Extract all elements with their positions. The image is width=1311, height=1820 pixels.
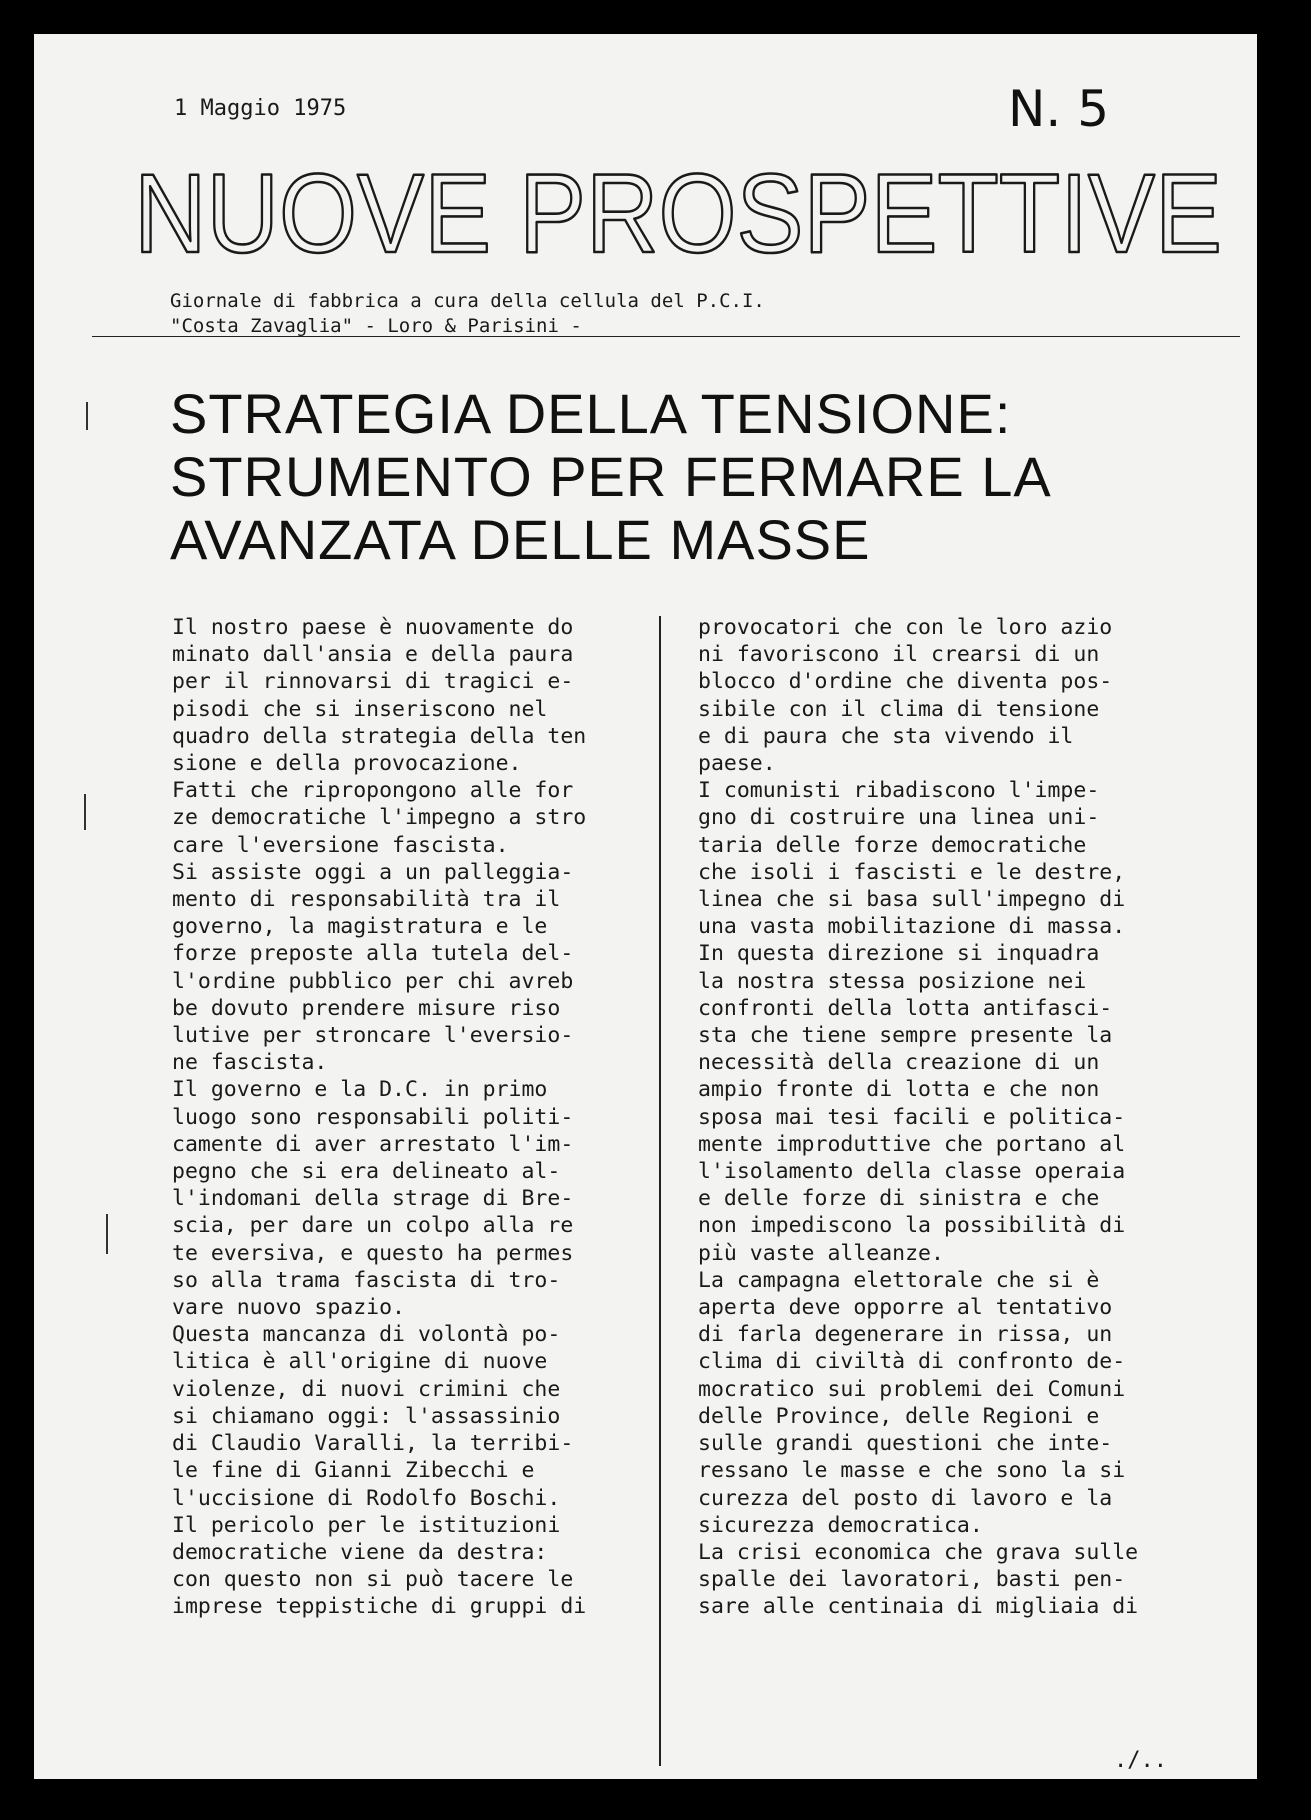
article-line: so alla trama fascista di tro- <box>172 1267 561 1293</box>
article-line: lutive per stroncare l'eversio- <box>172 1023 574 1049</box>
article-line: pegno che si era delineato al- <box>172 1159 561 1185</box>
article-line: aperta deve opporre al tentativo <box>698 1295 1113 1321</box>
article-line: e delle forze di sinistra e che <box>698 1186 1100 1212</box>
article-line: sicurezza democratica. <box>698 1512 983 1538</box>
article-line: sulle grandi questioni che inte- <box>698 1431 1113 1457</box>
article-line: imprese teppistiche di gruppi di <box>172 1594 587 1620</box>
article-line: l'isolamento della classe operaia <box>698 1159 1126 1185</box>
article-left-column <box>172 614 586 1621</box>
article-line: Il governo e la D.C. in primo <box>172 1077 548 1103</box>
article-line: paese. <box>698 751 776 777</box>
article-line: I comunisti ribadiscono l'impe- <box>698 778 1100 804</box>
article-line: mocratico sui problemi dei Comuni <box>698 1376 1126 1402</box>
article-line: Fatti che ripropongono alle for <box>172 778 574 804</box>
masthead <box>130 140 1230 280</box>
article-line: be dovuto prendere misure riso <box>172 995 561 1021</box>
article-line: confronti della lotta antifasci- <box>698 995 1113 1021</box>
article-line: provocatori che con le loro azio <box>698 615 1113 640</box>
article-line: minato dall'ansia e della paura <box>172 642 574 668</box>
article-line: quadro della strategia della ten <box>172 723 587 749</box>
article-line: necessità della creazione di un <box>698 1050 1100 1076</box>
subtitle-line-2: "Costa Zavaglia" - Loro & Parisini - <box>170 315 582 337</box>
article-line: si chiamano oggi: l'assassinio <box>172 1403 561 1429</box>
article-line: Questa mancanza di volontà po- <box>172 1322 561 1348</box>
article-line: ampio fronte di lotta e che non <box>698 1077 1100 1103</box>
article-line: e di paura che sta vivendo il <box>698 723 1074 749</box>
article-line: sta che tiene sempre presente la <box>698 1023 1113 1049</box>
article-line: l'ordine pubblico per chi avreb <box>172 968 574 994</box>
article-line: In questa direzione si inquadra <box>698 941 1100 967</box>
article-line: sibile con il clima di tensione <box>698 696 1100 722</box>
article-line: sare alle centinaia di migliaia di <box>698 1594 1139 1620</box>
article-line: scia, per dare un colpo alla re <box>172 1213 574 1239</box>
column-divider <box>659 616 661 1766</box>
issue-number: N. 5 <box>1008 80 1110 138</box>
headline-line-3: AVANZATA DELLE MASSE <box>170 508 871 571</box>
article-line: sione e della provocazione. <box>172 751 522 777</box>
article-line: violenze, di nuovi crimini che <box>172 1376 561 1402</box>
article-line: non impediscono la possibilità di <box>698 1213 1126 1239</box>
headline <box>170 382 1052 571</box>
article-line: ne fascista. <box>172 1050 328 1076</box>
article-right-column <box>698 614 1138 1621</box>
article-line: più vaste alleanze. <box>698 1240 944 1266</box>
article-line: ze democratiche l'impegno a stro <box>172 805 587 831</box>
masthead-title: NUOVE PROSPETTIVE <box>134 151 1222 276</box>
subtitle-line-1: Giornale di fabbrica a cura della cellula del P.C.I. <box>170 290 765 312</box>
article-line: di Claudio Varalli, la terribi- <box>172 1431 574 1457</box>
article-line: forze preposte alla tutela del- <box>172 941 574 967</box>
article-line: Il nostro paese è nuovamente do <box>172 615 574 640</box>
article-line: una vasta mobilitazione di massa. <box>698 914 1126 940</box>
article-line: governo, la magistratura e le <box>172 914 548 940</box>
margin-mark <box>86 402 88 430</box>
article-line: le fine di Gianni Zibecchi e <box>172 1458 535 1484</box>
article-line: clima di civiltà di confronto de- <box>698 1349 1126 1375</box>
article-line: spalle dei lavoratori, basti pen- <box>698 1567 1126 1593</box>
article-line: camente di aver arrestato l'im- <box>172 1131 574 1157</box>
article-line: taria delle forze democratiche <box>698 832 1087 858</box>
article-line: care l'eversione fascista. <box>172 832 509 858</box>
article-line: La campagna elettorale che si è <box>698 1267 1100 1293</box>
article-line: di farla degenerare in rissa, un <box>698 1322 1113 1348</box>
headline-line-1: STRATEGIA DELLA TENSIONE: <box>170 382 1012 445</box>
article-line: mento di responsabilità tra il <box>172 887 561 913</box>
article-line: litica è all'origine di nuove <box>172 1349 548 1375</box>
article-line: l'uccisione di Rodolfo Boschi. <box>172 1485 561 1511</box>
article-line: La crisi economica che grava sulle <box>698 1539 1139 1565</box>
article-line: vare nuovo spazio. <box>172 1295 405 1321</box>
article-line: sposa mai tesi facili e politica- <box>698 1104 1126 1130</box>
article-line: pisodi che si inseriscono nel <box>172 696 548 722</box>
article-line: democratiche viene da destra: <box>172 1539 548 1565</box>
document-page <box>34 34 1257 1779</box>
article-line: te eversiva, e questo ha permes <box>172 1240 574 1266</box>
article-line: ni favoriscono il crearsi di un <box>698 642 1100 668</box>
margin-mark <box>84 794 86 830</box>
article-line: che isoli i fascisti e le destre, <box>698 859 1126 885</box>
header-rule <box>92 336 1240 337</box>
article-line: blocco d'ordine che diventa pos- <box>698 669 1113 695</box>
margin-mark <box>106 1214 108 1254</box>
article-line: l'indomani della strage di Bre- <box>172 1186 574 1212</box>
article-line: la nostra stessa posizione nei <box>698 968 1087 994</box>
article-line: gno di costruire una linea uni- <box>698 805 1100 831</box>
article-line: curezza del posto di lavoro e la <box>698 1485 1113 1511</box>
headline-line-2: STRUMENTO PER FERMARE LA <box>170 445 1052 508</box>
article-line: delle Province, delle Regioni e <box>698 1403 1100 1429</box>
issue-date: 1 Maggio 1975 <box>174 96 347 121</box>
article-line: con questo non si può tacere le <box>172 1567 574 1593</box>
article-line: per il rinnovarsi di tragici e- <box>172 669 574 695</box>
continuation-mark: ./.. <box>1114 1748 1167 1773</box>
article-line: luogo sono responsabili politi- <box>172 1104 574 1130</box>
article-line: Il pericolo per le istituzioni <box>172 1512 561 1538</box>
article-line: mente improduttive che portano al <box>698 1131 1126 1157</box>
article-line: Si assiste oggi a un palleggia- <box>172 859 574 885</box>
article-line: ressano le masse e che sono la si <box>698 1458 1126 1484</box>
article-line: linea che si basa sull'impegno di <box>698 887 1126 913</box>
